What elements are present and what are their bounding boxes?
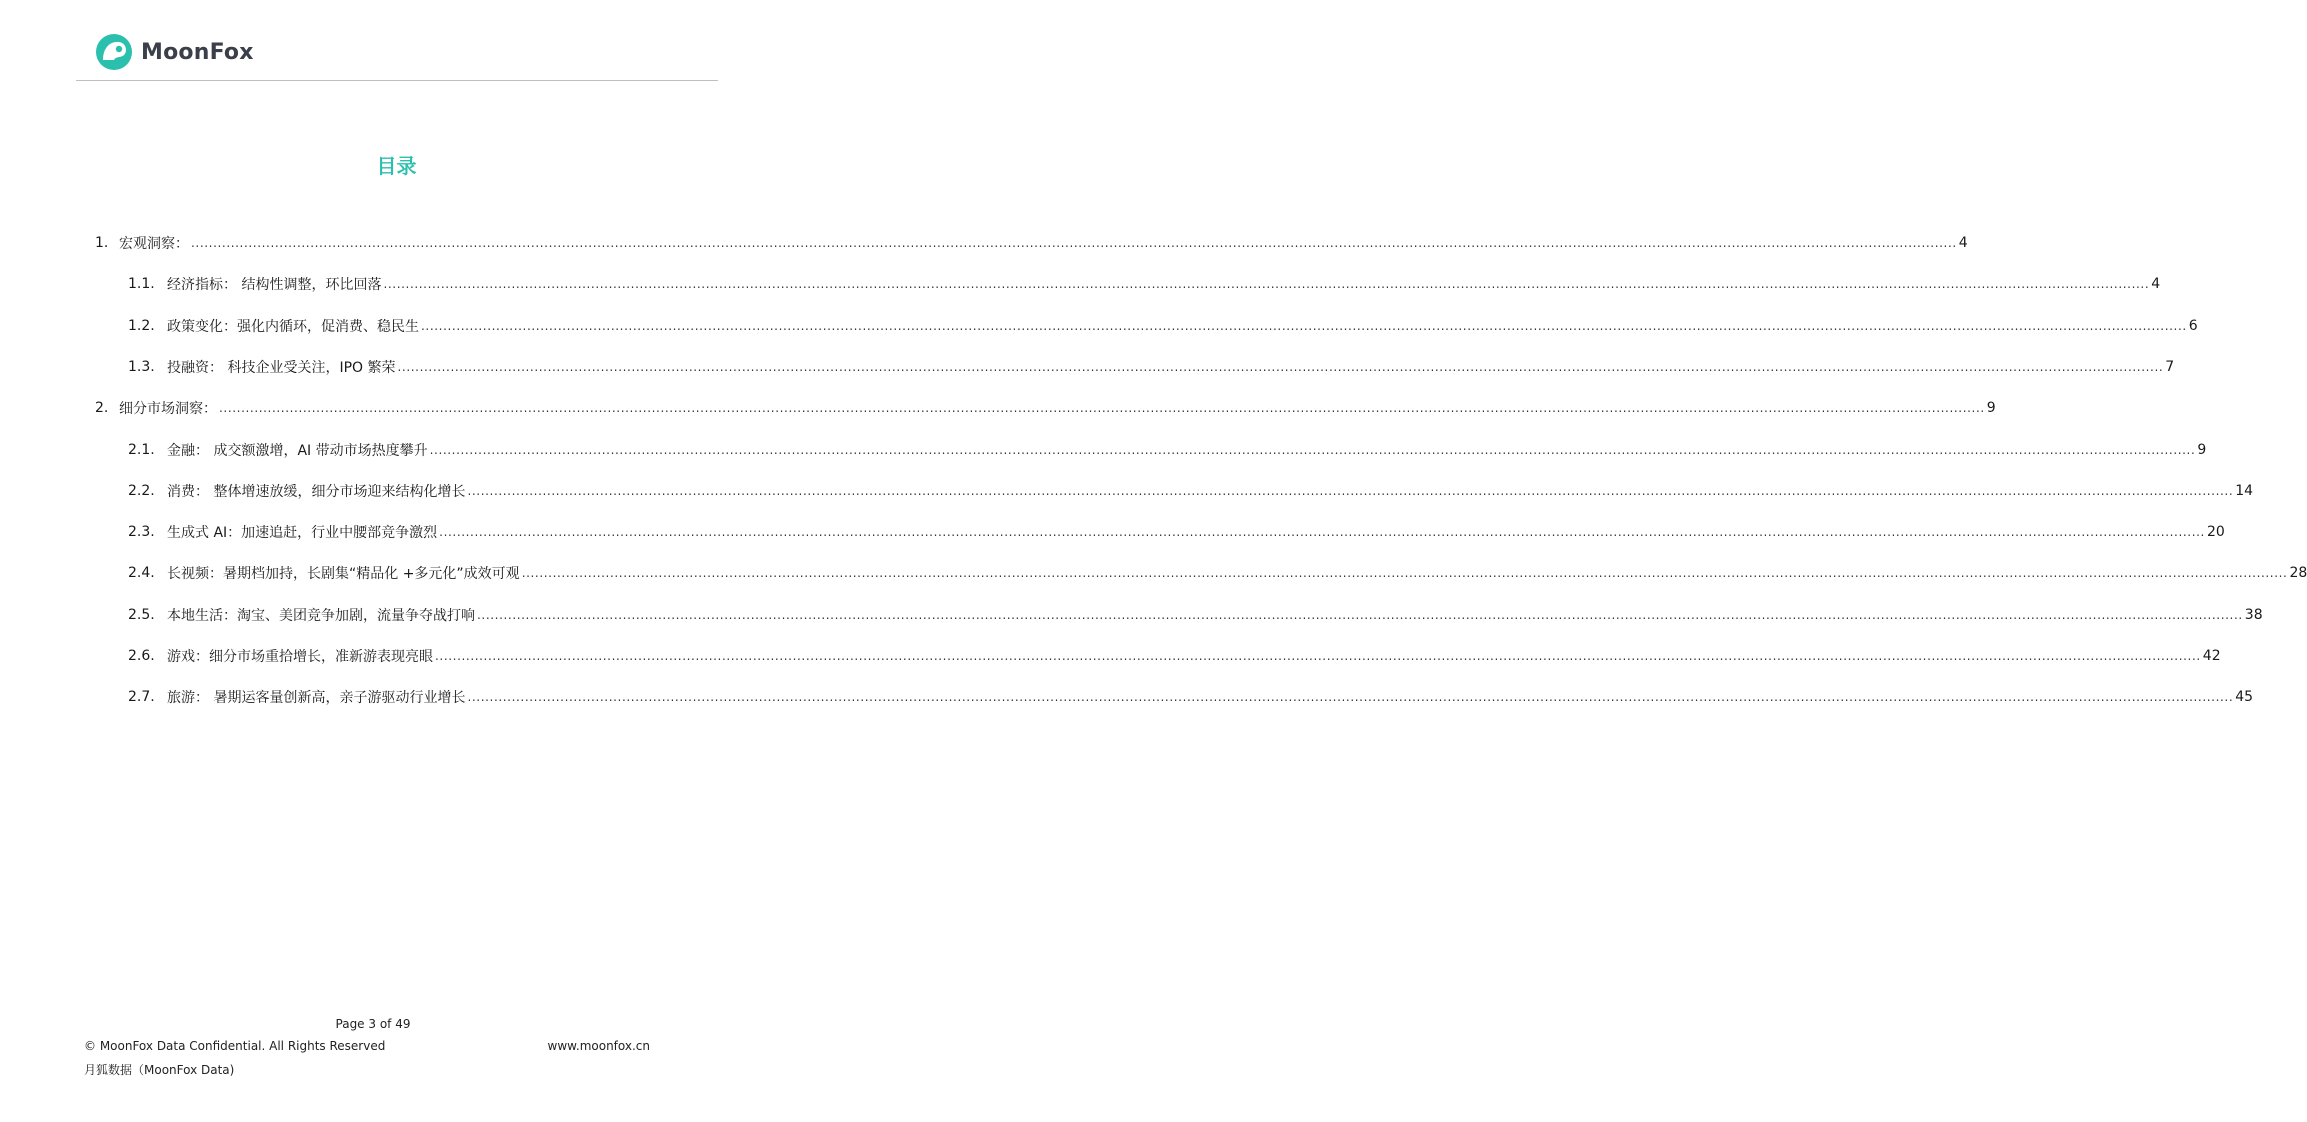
toc-leader-dots: ................................................................................................................................................................................................................................................................................................................................................................................................................ [467,690,2234,705]
toc-entry-title: 本地生活：淘宝、美团竞争加剧，流量争夺战打响 [167,607,475,624]
toc-entry-title: 旅游： 暑期运客量创新高，亲子游驱动行业增长 [167,690,466,707]
toc-entry-title: 政策变化：强化内循环，促消费、稳民生 [167,318,419,335]
toc-entry-number: 1. [95,235,109,251]
header [95,30,254,74]
toc-entry-page: 14 [2235,482,2254,499]
toc-leader-dots: ................................................................................................................................................................................................................................................................................................................................................................................................................ [435,649,2201,663]
toc-entry-title: 投融资： 科技企业受关注，IPO 繁荣 [167,359,396,376]
toc-entry-number: 2. [95,400,109,417]
toc-leader-dots: ................................................................................................................................................................................................................................................................................................................................................................................................................ [421,318,2187,333]
toc-entry-page: 9 [2197,441,2207,458]
toc-entry[interactable] [95,395,1996,421]
footer-copyright-line [84,1039,650,1053]
toc-leader-dots: ................................................................................................................................................................................................................................................................................................................................................................................................................ [521,566,2288,581]
toc-entry[interactable] [128,519,2225,545]
toc-entry-title: 金融： 成交额激增，AI 带动市场热度攀升 [167,442,428,459]
toc-entry[interactable] [128,560,2307,586]
copyright-text: © MoonFox Data Confidential. All Rights Reserved [84,1039,386,1053]
toc-entry-number: 1.1. [128,276,155,293]
toc-entry[interactable] [128,271,2161,297]
toc-entry[interactable] [128,354,2175,380]
toc-entry[interactable] [95,230,1968,256]
toc-entry-number: 2.6. [128,648,155,664]
toc-leader-dots: ................................................................................................................................................................................................................................................................................................................................................................................................................ [429,442,2196,457]
toc-entry-number: 2.1. [128,441,155,458]
toc-leader-dots: ................................................................................................................................................................................................................................................................................................................................................................................................................ [397,359,2164,374]
toc-entry[interactable] [128,643,2221,669]
toc-leader-dots: ................................................................................................................................................................................................................................................................................................................................................................................................................ [467,483,2234,498]
page-number: Page 3 of 49 [335,1017,411,1031]
toc-leader-dots: ................................................................................................................................................................................................................................................................................................................................................................................................................ [439,525,2205,540]
toc-entry[interactable] [128,602,2263,628]
moonfox-logo-icon [95,33,133,71]
toc-entry-number: 2.5. [128,606,155,623]
toc-entry-number: 1.2. [128,317,155,334]
toc-leader-dots: ................................................................................................................................................................................................................................................................................................................................................................................................................ [383,277,2150,292]
toc-entry-number: 2.7. [128,689,155,706]
toc-leader-dots: ................................................................................................................................................................................................................................................................................................................................................................................................................ [191,236,1957,250]
toc-entry[interactable] [128,313,2198,339]
toc-entry-page: 28 [2289,565,2307,582]
website-link[interactable]: www.moonfox.cn [547,1039,650,1053]
toc-entry-number: 1.3. [128,358,155,375]
toc-entry-number: 2.3. [128,524,155,541]
toc-entry-number: 2.4. [128,565,155,582]
toc-entry-title: 生成式 AI：加速追赶，行业中腰部竞争激烈 [167,525,438,542]
toc-entry-page: 6 [2188,317,2198,334]
toc-leader-dots: ................................................................................................................................................................................................................................................................................................................................................................................................................ [219,401,1985,416]
toc-entry-page: 4 [2151,276,2161,293]
toc-entry-page: 7 [2165,358,2175,375]
header-divider [76,80,718,81]
toc-leader-dots: ................................................................................................................................................................................................................................................................................................................................................................................................................ [477,607,2243,622]
toc-entry-title: 细分市场洞察： [119,401,217,418]
toc-entry[interactable] [128,437,2207,463]
toc-entry-page: 45 [2235,689,2254,706]
toc-entry-page: 4 [1958,235,1968,251]
toc-entry-title: 经济指标： 结构性调整，环比回落 [167,277,382,294]
toc-entry-page: 38 [2244,606,2263,623]
toc-entry-page: 20 [2206,524,2225,541]
toc-entry-title: 游戏：细分市场重拾增长，准新游表现亮眼 [167,649,433,665]
brand-name: MoonFox [141,39,254,65]
toc-entry-title: 长视频：暑期档加持，长剧集“精品化 +多元化”成效可观 [167,566,520,583]
toc-entry[interactable] [128,478,2254,504]
toc-entry-page: 42 [2202,648,2221,664]
company-name: 月狐数据（MoonFox Data) [84,1063,235,1077]
toc-entry-number: 2.2. [128,482,155,499]
toc-entry[interactable] [128,684,2254,710]
toc-title: 目录 [376,154,417,178]
toc-entry-page: 9 [1986,400,1996,417]
toc-entry-title: 消费： 整体增速放缓，细分市场迎来结构化增长 [167,483,466,500]
toc-entry-title: 宏观洞察： [119,236,189,252]
